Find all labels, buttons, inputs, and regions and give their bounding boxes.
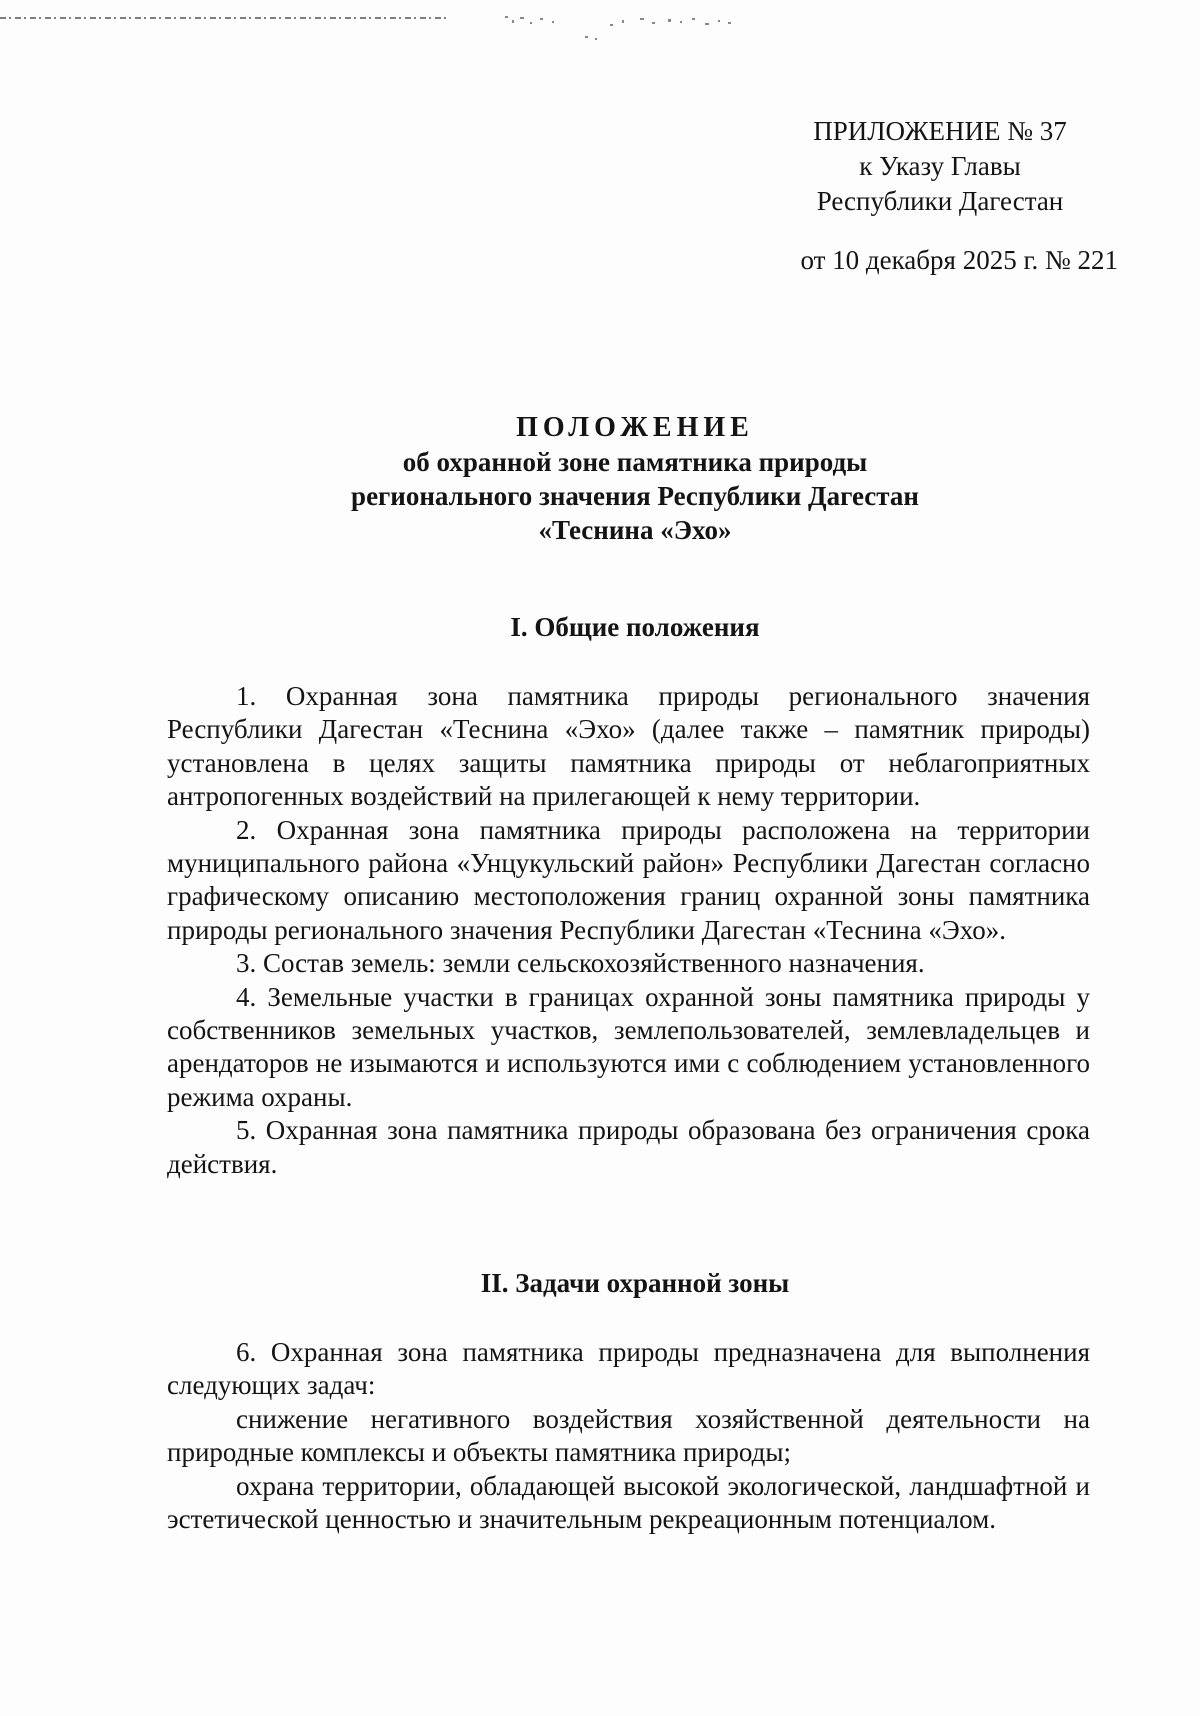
paragraph: 4. Земельные участки в границах охранной зоны памятника природы у собственников земельных участков, землепользователей, землевладельцев и арендаторов не изымаются и используются ими с соблюдением установленного режима охраны. [167, 981, 1090, 1112]
paragraph: 5. Охранная зона памятника природы образована без ограничения срока действия. [167, 1115, 1090, 1179]
paragraph: 6. Охранная зона памятника природы предназначена для выполнения следующих задач: [167, 1337, 1090, 1401]
title-line-1: об охранной зоне памятника природы [402, 447, 868, 477]
title-main: ПОЛОЖЕНИЕ [516, 412, 754, 443]
section-general-body [167, 680, 1090, 1181]
paragraph: охрана территории, обладающей высокой экологической, ландшафтной и эстетической ценностью и значительным рекреационным потенциалом. [167, 1470, 1090, 1535]
section-tasks-body [167, 1336, 1090, 1536]
title-line-3: «Теснина «Эхо» [538, 515, 732, 545]
appendix-header [760, 114, 1120, 278]
paragraph: 2. Охранная зона памятника природы расположена на территории муниципального района «Унцукульский район» Республики Дагестан согласно графическому описанию местоположения границ охранной зоны памятника природы регионального значения Республики Дагестан «Теснина «Эхо». [167, 814, 1090, 945]
appendix-number: ПРИЛОЖЕНИЕ № 37 [813, 116, 1067, 146]
document-title [160, 411, 1110, 547]
paragraph: снижение негативного воздействия хозяйственной деятельности на природные комплексы и объекты памятника природы; [167, 1403, 1090, 1468]
title-line-2: регионального значения Республики Дагестан [351, 481, 919, 511]
decree-reference: к Указу Главы [859, 151, 1021, 181]
paragraph: 1. Охранная зона памятника природы регионального значения Республики Дагестан «Теснина «Эхо» (далее также – памятник природы) установлена в целях защиты памятника природы от неблагоприятных антропогенных воздействий на прилегающей к нему территории. [167, 681, 1090, 812]
paragraph: 3. Состав земель: земли сельскохозяйственного назначения. [236, 948, 925, 979]
section-heading-tasks: II. Задачи охранной зоны [480, 1268, 790, 1298]
section-heading-general: I. Общие положения [510, 612, 760, 642]
decree-date-number: от 10 декабря 2025 г. № 221 [800, 245, 1118, 275]
republic-name: Республики Дагестан [816, 186, 1064, 216]
scan-artifact [0, 8, 760, 44]
